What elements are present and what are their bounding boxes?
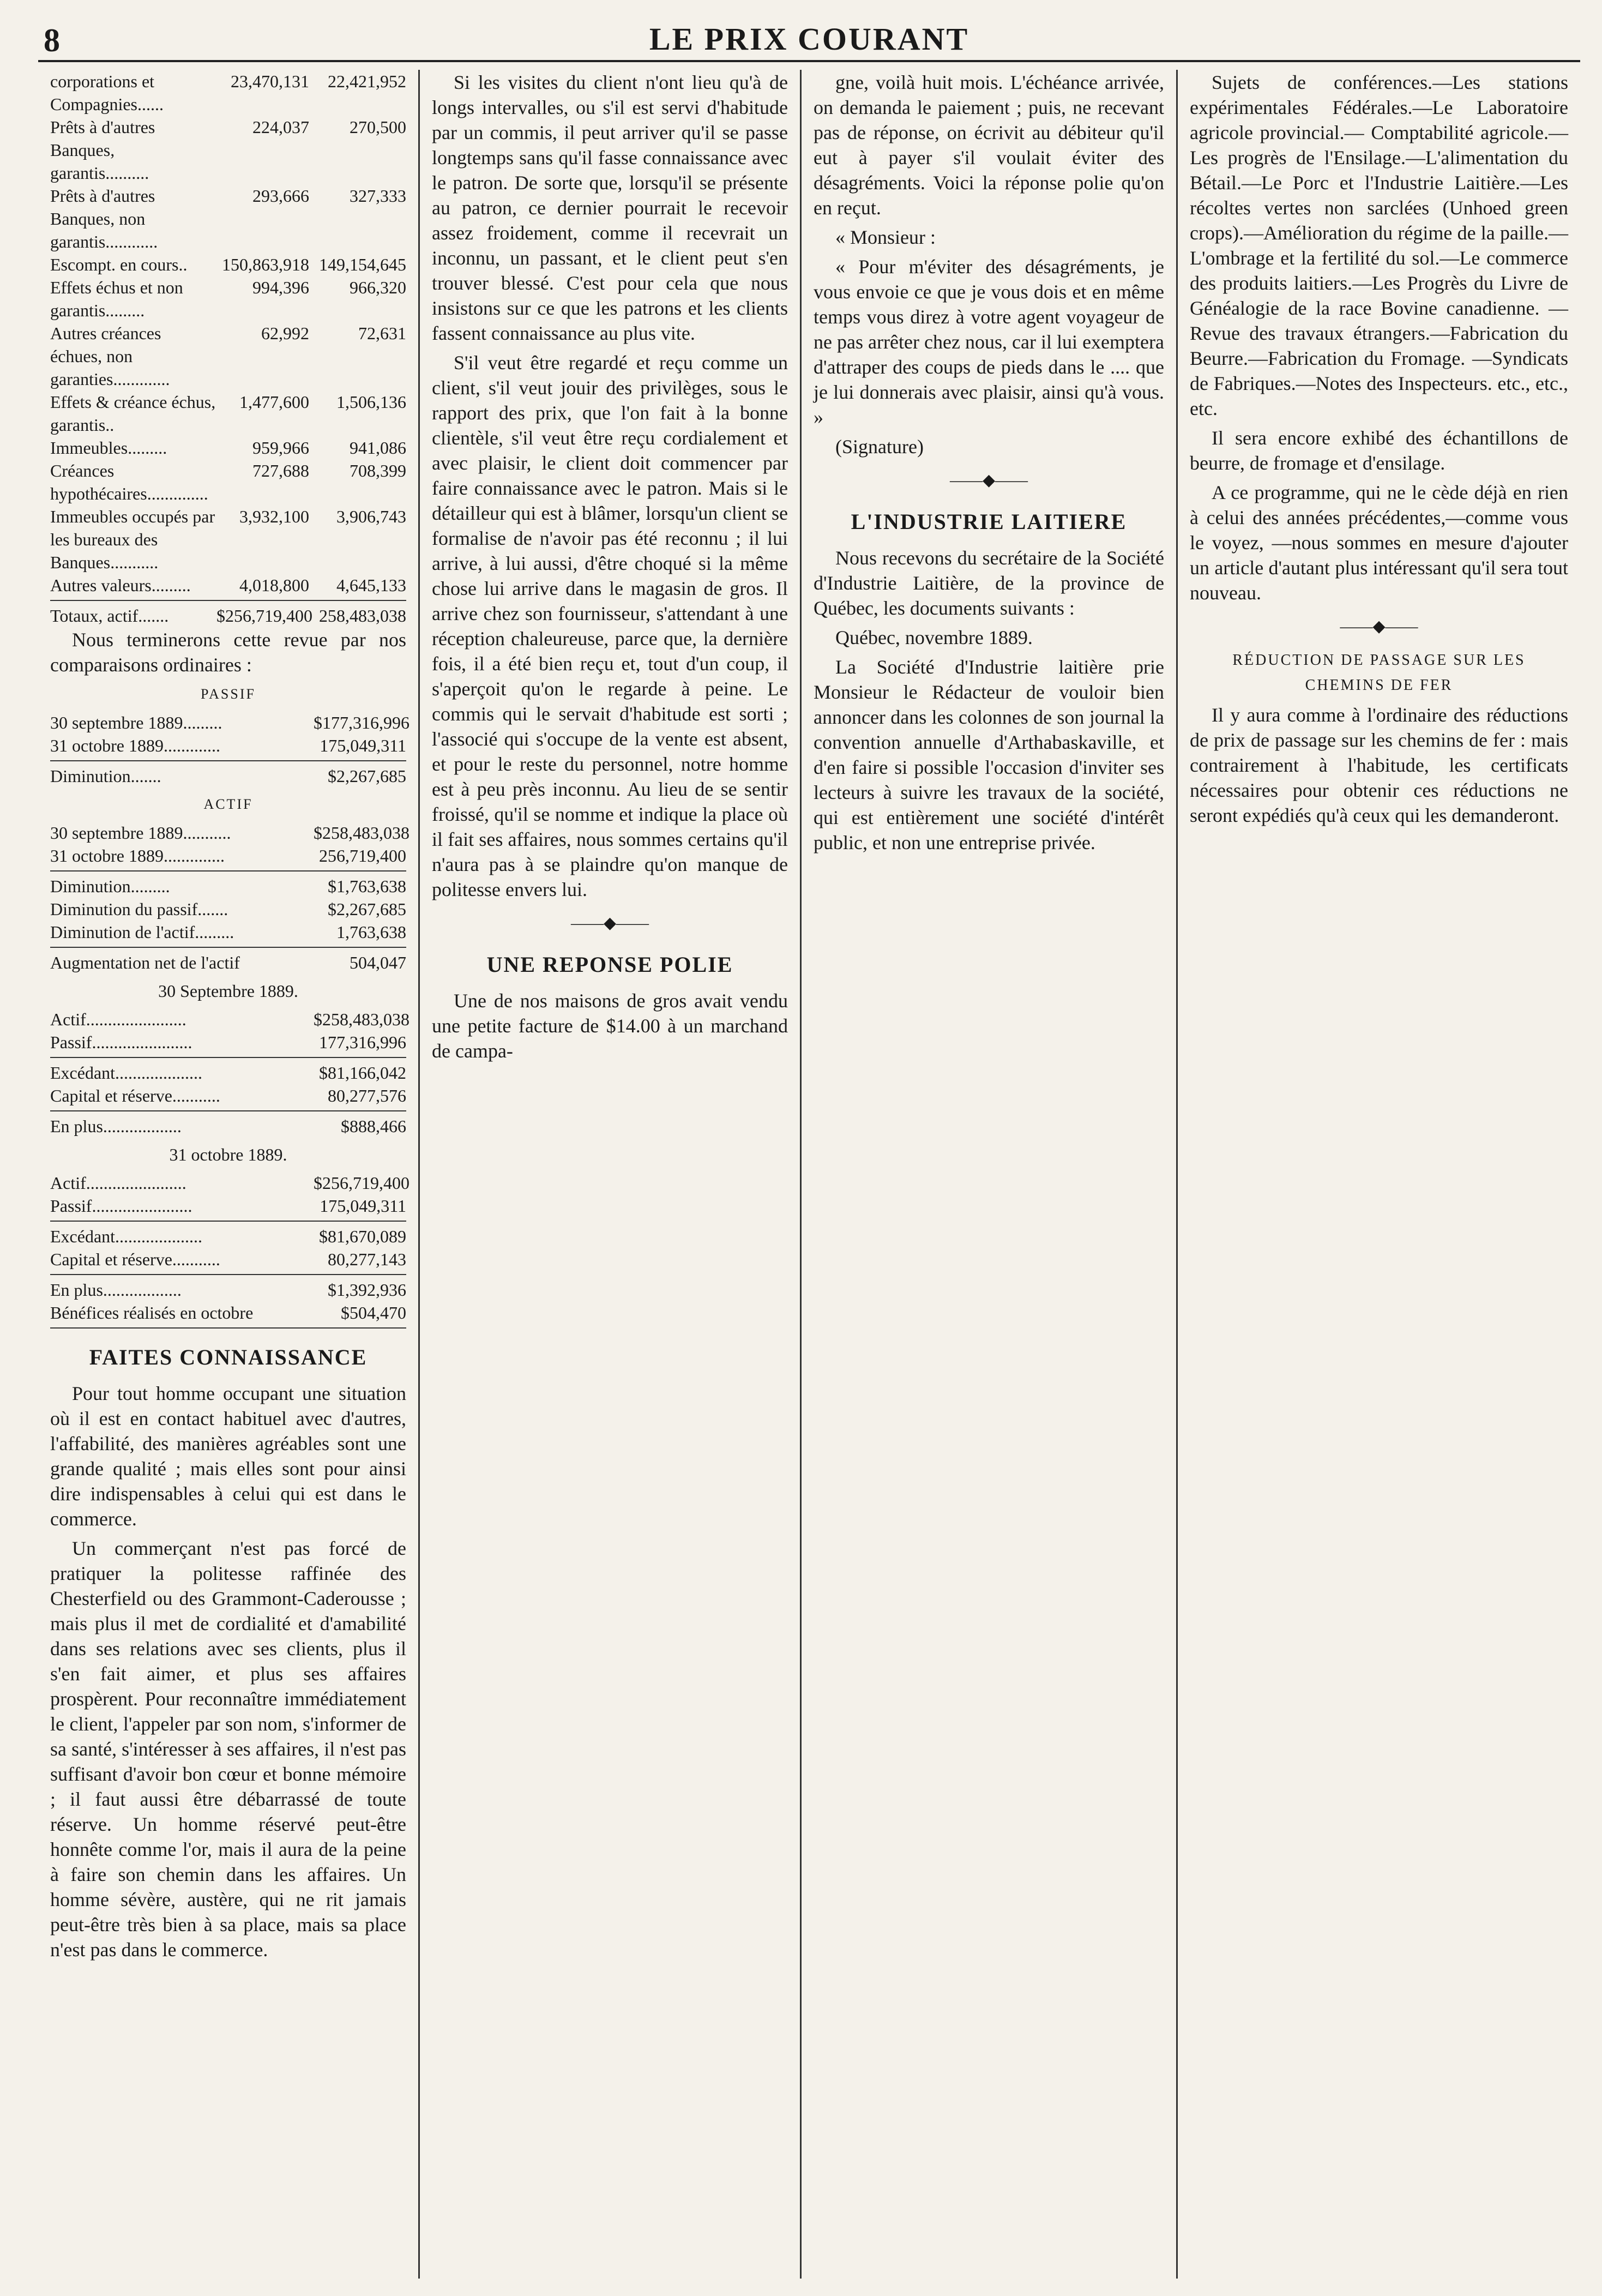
row-label: Autres valeurs......... xyxy=(50,575,191,595)
row-value: 270,500 xyxy=(350,117,406,137)
row-value: $177,316,996 xyxy=(314,713,409,732)
financial-row xyxy=(50,1248,406,1271)
financial-row xyxy=(50,821,409,844)
row-label: Diminution de l'actif......... xyxy=(50,922,234,942)
row-value: $256,719,400 xyxy=(314,1173,409,1193)
ornament-divider: ——◆—— xyxy=(570,914,649,932)
article-body xyxy=(1190,70,1568,605)
benefices-row: Bénéfices réalisés en octobre $504,470 xyxy=(50,1303,406,1323)
intro-paragraph: Nous terminerons cette revue par nos comparaisons ordinaires : xyxy=(50,629,406,676)
section-title-industrie-laitiere: L'INDUSTRIE LAITIERE xyxy=(851,509,1127,534)
column-3 xyxy=(802,70,1178,2279)
row-value: $2,267,685 xyxy=(328,899,406,919)
row-value: 1,506,136 xyxy=(336,392,406,412)
row-label: Capital et réserve........... xyxy=(50,1086,220,1105)
september-rows-2 xyxy=(50,1061,406,1107)
september-rows xyxy=(50,1008,409,1054)
article-body-2 xyxy=(814,545,1164,855)
article-paragraph: (Signature) xyxy=(835,436,924,458)
article-paragraph: Il sera encore exhibé des échantillons de beurre, de fromage et d'ensilage. xyxy=(1190,427,1568,474)
row-label: Excédant.................... xyxy=(50,1063,203,1083)
financial-row xyxy=(50,1008,409,1031)
financial-row xyxy=(50,1225,406,1248)
financial-row xyxy=(50,1061,406,1084)
row-value: 149,154,645 xyxy=(319,255,406,274)
article-paragraph: Sujets de conférences.—Les stations expérimentales Fédérales.—Le Laboratoire agricole provincial.— Comptabilité agricole.—Les progrès de l'Ensilage.—L'alimentation du Bétail.—Le Porc et l'Industrie Laitière.—Les récoltes vertes non sarclées (Unhoed green crops).—Amélioration du régime de la paille.—L'ombrage et la fertilité du sol.—Le commerce des produits laitiers.—Les Progrès du Livre de Généalogie de la race Bovine canadienne. — Revue des travaux étrangers.—Fabrication du Beurre.—Fabrication du Fromage. —Syndicats de Fabriques.—Notes des Inspecteurs. etc., etc., etc. xyxy=(1190,71,1568,419)
financial-row xyxy=(50,898,406,921)
row-value: 708,399 xyxy=(350,461,406,480)
row-label: Actif....................... xyxy=(50,1009,186,1029)
october-rows xyxy=(50,1171,409,1217)
row-label: Escompt. en cours.. xyxy=(50,255,188,274)
rule xyxy=(50,1327,406,1329)
row-value: 80,277,576 xyxy=(328,1086,406,1105)
row-value: 966,320 xyxy=(350,278,406,297)
september-heading: 30 Septembre 1889. xyxy=(158,981,298,1001)
row-label: 31 octobre 1889.............. xyxy=(50,846,225,865)
row-value: 22,421,952 xyxy=(328,71,406,91)
financial-row xyxy=(50,734,406,757)
rule xyxy=(50,1221,406,1222)
article-paragraph: A ce programme, qui ne le cède déjà en rien à celui des années précédentes,—comme vous le voyez, —nous sommes en mesure d'ajouter un article d'autant plus intéressant qu'il sera tout nouveau. xyxy=(1190,482,1568,604)
row-label: Immeubles......... xyxy=(50,438,167,458)
row-value: 4,645,133 xyxy=(336,575,406,595)
row-value: $81,166,042 xyxy=(319,1063,406,1083)
row-value: $258,483,038 xyxy=(314,823,409,843)
financial-row xyxy=(50,1194,406,1217)
passif-heading: PASSIF xyxy=(201,686,256,702)
row-label: 30 septembre 1889........... xyxy=(50,823,231,843)
article-paragraph: Nous recevons du secrétaire de la Société d'Industrie Laitière, de la province de Québec, les documents suivants : xyxy=(814,547,1164,619)
row-value: 1,763,638 xyxy=(336,922,406,942)
article-paragraph: « Monsieur : xyxy=(835,226,936,248)
row-value: 80,277,143 xyxy=(328,1249,406,1269)
actif-diminution: Diminution......... $1,763,638 xyxy=(50,876,406,896)
row-value: 959,966 xyxy=(252,438,309,458)
row-value: 175,049,311 xyxy=(320,736,406,755)
row-value: $81,670,089 xyxy=(319,1227,406,1246)
diminution-rows xyxy=(50,898,406,943)
rule xyxy=(50,760,406,761)
financial-row xyxy=(50,322,406,390)
october-heading: 31 octobre 1889. xyxy=(169,1145,287,1164)
financial-row xyxy=(50,116,406,184)
october-en-plus: En plus.................. $1,392,936 xyxy=(50,1280,406,1300)
row-value: $258,483,038 xyxy=(314,1009,409,1029)
row-value: 1,477,600 xyxy=(239,392,309,412)
row-value: 256,719,400 xyxy=(319,846,406,865)
financial-row xyxy=(50,844,406,867)
october-rows-2 xyxy=(50,1225,406,1271)
rule xyxy=(50,947,406,948)
columns xyxy=(38,70,1580,2279)
passif-rows xyxy=(50,711,409,757)
rule xyxy=(50,1057,406,1058)
row-label: Prêts à d'autres Banques, garantis.......... xyxy=(50,117,155,183)
row-label: Immeubles occupés par les bureaux des Banques........... xyxy=(50,507,215,572)
column-2 xyxy=(420,70,802,2279)
row-value: 23,470,131 xyxy=(231,71,309,91)
row-value: 727,688 xyxy=(252,461,309,480)
financial-row xyxy=(50,436,406,459)
row-label: Actif....................... xyxy=(50,1173,186,1193)
financial-row xyxy=(50,921,406,943)
rule xyxy=(50,600,406,601)
financial-row xyxy=(50,711,409,734)
row-label: corporations et Compagnies...... xyxy=(50,71,164,114)
row-label: Prêts à d'autres Banques, non garantis............ xyxy=(50,186,158,251)
row-label: Diminution du passif....... xyxy=(50,899,228,919)
rule xyxy=(50,1274,406,1275)
totaux-row: Totaux, actif....... $256,719,400 258,483,038 xyxy=(50,606,406,626)
section-title-reduction-passage: RÉDUCTION DE PASSAGE SUR LES CHEMINS DE FER xyxy=(1232,652,1526,694)
september-en-plus: En plus.................. $888,466 xyxy=(50,1116,406,1136)
row-label: Excédant.................... xyxy=(50,1227,203,1246)
row-value: 177,316,996 xyxy=(319,1032,406,1052)
row-value: 72,631 xyxy=(358,323,406,343)
section-title-faites-connaissance: FAITES CONNAISSANCE xyxy=(89,1345,368,1369)
article-paragraph: Pour tout homme occupant une situation où il est en contact habituel avec d'autres, l'affabilité, des manières agréables sont une grande qualité ; mais elles sont pour ainsi dire indispensables à celui qui est dans le commerce. xyxy=(50,1383,406,1530)
article-paragraph: gne, voilà huit mois. L'échéance arrivée, on demanda le paiement ; puis, ne recevant pas de réponse, on écrivit au débiteur qu'il eut à payer s'il voulait éviter des désagréments. Voici la réponse polie qu'on en reçut. xyxy=(814,71,1164,219)
article-body-2 xyxy=(1190,702,1568,828)
financial-row xyxy=(50,1031,406,1054)
article-paragraph: S'il veut être regardé et reçu comme un client, s'il veut jouir des privilèges, sous le rapport des prix, que l'on fait à la bonne clientèle, s'il veut être reçu cordialement et avec plaisir, le client doit commencer par faire connaissance avec le patron. Mais si le détailleur qui est à blâmer, lorsqu'un client se formalise de n'avoir pas été reconnu ; il lui arrive, à lui aussi, d'être choqué si la même chose lui arrive dans le magasin de gros. Il arrive chez son fournisseur, s'attendant à une réception chaleureuse, parce que, la dernière fois, il a été bien reçu et, tout d'un coup, il s'aperçoit qu'on le regarde à peine. Le commis qui le servait d'habitude est sorti ; l'associé qui s'occupe de la vente est absent, et pour le reste du personnel, notre homme est à peu près inconnu. Au lieu de se sentir froissé, qu'il se nomme et indique la place où il fait ses affaires, nous sommes certains qu'il n'aura pas à se plaindre qu'on manque de politesse envers lui. xyxy=(432,352,788,900)
financial-row xyxy=(50,1084,406,1107)
row-value: 327,333 xyxy=(350,186,406,206)
newspaper-title: LE PRIX COURANT xyxy=(649,21,969,57)
financial-row xyxy=(50,276,406,322)
masthead xyxy=(38,16,1580,62)
row-value: 941,086 xyxy=(350,438,406,458)
row-value: 4,018,800 xyxy=(239,575,309,595)
row-value: 175,049,311 xyxy=(320,1196,406,1216)
row-value: 3,906,743 xyxy=(336,507,406,526)
row-value: 3,932,100 xyxy=(239,507,309,526)
financial-row xyxy=(50,459,406,505)
actif-heading: ACTIF xyxy=(203,796,253,812)
row-value: 150,863,918 xyxy=(222,255,309,274)
rule xyxy=(50,1110,406,1111)
row-label: 31 octobre 1889............. xyxy=(50,736,220,755)
row-value: 224,037 xyxy=(252,117,309,137)
row-value: 62,992 xyxy=(261,323,309,343)
page-number: 8 xyxy=(44,22,60,58)
financial-row xyxy=(50,184,406,253)
article-paragraph: Québec, novembre 1889. xyxy=(835,627,1033,648)
financial-row xyxy=(50,390,406,436)
row-label: 30 septembre 1889......... xyxy=(50,713,222,732)
row-label: Effets échus et non garantis......... xyxy=(50,278,183,320)
article-body xyxy=(432,70,788,902)
row-label: Effets & créance échus, garantis.. xyxy=(50,392,216,435)
row-label: Capital et réserve........... xyxy=(50,1249,220,1269)
ornament-divider: ——◆—— xyxy=(1340,617,1418,635)
article-paragraph: Si les visites du client n'ont lieu qu'à de longs intervalles, ou s'il est servi d'habitude par un commis, il peut arriver qu'il se passe longtemps sans qu'il fasse connaissance avec le patron. De sorte que, lorsqu'il se présente au patron, ce dernier pourrait le recevoir assez froidement, comme il recevrait un inconnu, un passant, et le client peut s'en trouver blessé. C'est pour cela que nous insistons sur ce que les patrons et les clients fassent connaissance au plus vite. xyxy=(432,71,788,344)
section-title-reponse-polie: UNE REPONSE POLIE xyxy=(486,952,733,977)
article-body xyxy=(814,70,1164,459)
augmentation-row: Augmentation net de l'actif 504,047 xyxy=(50,953,406,972)
actif-rows xyxy=(50,821,409,867)
financial-table-top xyxy=(50,70,406,597)
article-body xyxy=(50,1381,406,1962)
financial-row xyxy=(50,70,406,116)
rule xyxy=(50,870,406,871)
column-1 xyxy=(38,70,420,2279)
article-paragraph: « Pour m'éviter des désagréments, je vous envoie ce que je vous dois et en même temps vous direz à votre agent voyageur de ne pas arrêter chez nous, car il lui exemptera d'attraper des coups de pieds dans le .... que je lui donnerais avec plaisir, ainsi qu'à vous. » xyxy=(814,256,1164,428)
financial-row xyxy=(50,1171,409,1194)
column-4 xyxy=(1178,70,1580,2279)
ornament-divider: ——◆—— xyxy=(949,471,1028,489)
row-label: Passif....................... xyxy=(50,1032,192,1052)
row-label: Passif....................... xyxy=(50,1196,192,1216)
passif-diminution: Diminution....... $2,267,685 xyxy=(50,766,406,786)
article-paragraph: Un commerçant n'est pas forcé de pratiquer la politesse raffinée des Chesterfield ou des Grammont-Caderousse ; mais plus il met de cordialité et d'amabilité dans ses relations avec ses clients, plus il s'en fait aimer, et plus ses affaires prospèrent. Pour reconnaître immédiatement le client, l'appeler par son nom, s'informer de sa santé, s'intéresser à ses affaires, il n'est pas suffisant d'avoir bon cœur et bonne mémoire ; il faut aussi être débarrassé de toute réserve. Un homme réservé peut-être honnête comme l'or, mais il aura de la peine à faire son chemin dans les affaires. Un homme sévère, austère, qui ne rit jamais peut-être très bien à sa place, mais sa place n'est pas dans le commerce. xyxy=(50,1537,406,1961)
row-label: Autres créances échues, non garanties............. xyxy=(50,323,170,389)
article-paragraph: La Société d'Industrie laitière prie Monsieur le Rédacteur de vouloir bien annoncer dans les colonnes de son journal la convention annuelle d'Arthabaskaville, et d'en faire si possible l'occasion d'inviter ses lecteurs à suivre les travaux de la société, qui est entièrement une société d'intérêt public, et non une entreprise privée. xyxy=(814,656,1164,854)
financial-row xyxy=(50,253,406,276)
row-value: 293,666 xyxy=(252,186,309,206)
financial-row xyxy=(50,574,406,597)
financial-row xyxy=(50,505,406,574)
row-label: Créances hypothécaires.............. xyxy=(50,461,208,503)
article-paragraph: Une de nos maisons de gros avait vendu une petite facture de $14.00 à un marchand de campa- xyxy=(432,990,788,1062)
row-value: 994,396 xyxy=(252,278,309,297)
article-paragraph: Il y aura comme à l'ordinaire des réductions de prix de passage sur les chemins de fer : mais contrairement à l'habitude, les certificats nécessaires pour obtenir ces réductions ne seront expédiés qu'à ceux qui les demanderont. xyxy=(1190,704,1568,826)
